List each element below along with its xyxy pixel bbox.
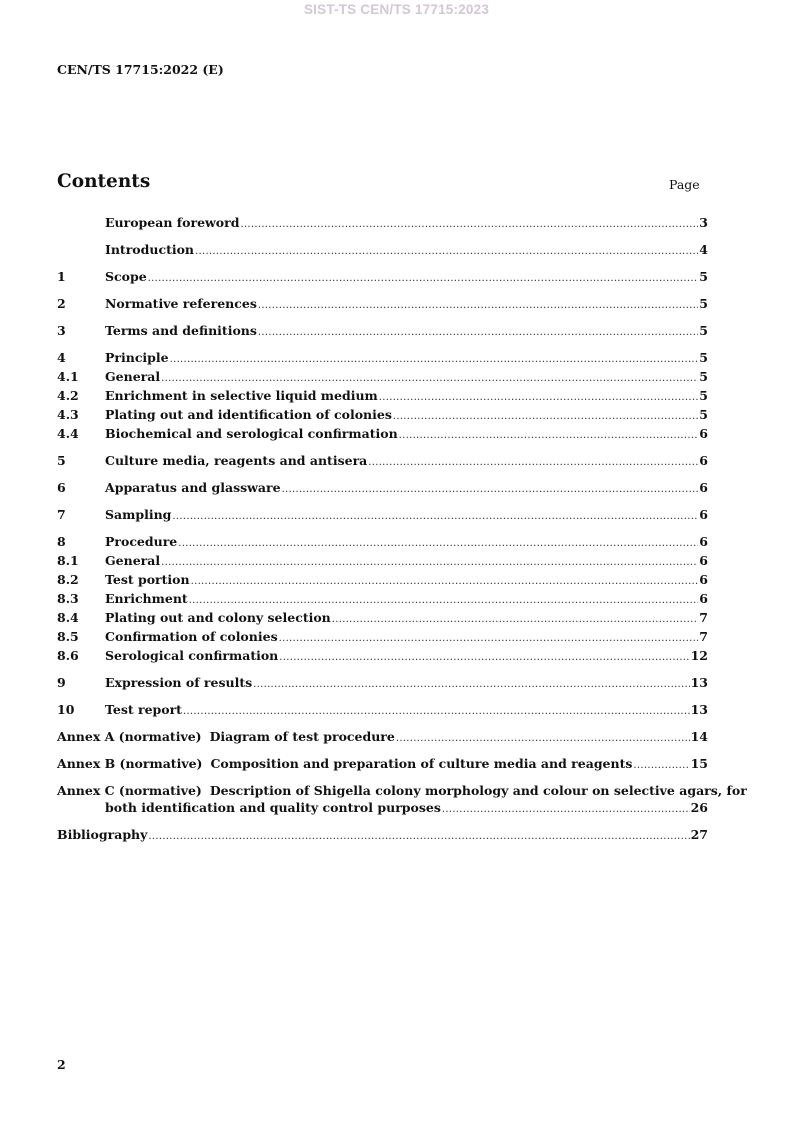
toc-leader-dots <box>195 243 698 260</box>
toc-entry-title[interactable]: Enrichment in selective liquid medium <box>105 388 378 403</box>
toc-bibliography-page: 27 <box>690 827 708 842</box>
toc-annex-group <box>57 755 708 774</box>
toc-entry-number: 5 <box>57 453 66 468</box>
toc-entry[interactable] <box>57 628 708 647</box>
document-id: CEN/TS 17715:2022 (E) <box>57 62 224 77</box>
toc-entry-page: 4 <box>699 242 708 257</box>
toc-entry[interactable] <box>57 406 708 425</box>
toc-entry[interactable] <box>57 214 708 233</box>
toc-group <box>57 268 708 287</box>
toc-annex-entry[interactable] <box>57 782 747 799</box>
toc-entry-number: 2 <box>57 296 66 311</box>
toc-entry-title[interactable]: Test portion <box>105 572 190 587</box>
toc-group <box>57 322 708 341</box>
toc-leader-dots <box>396 730 690 747</box>
toc-annex-title[interactable]: Description of Shigella colony morphology and colour on selective agars, for <box>209 783 747 798</box>
toc-annex-entry[interactable] <box>57 755 708 774</box>
toc-entry-title[interactable]: Sampling <box>105 507 172 522</box>
toc-annex-continuation[interactable] <box>57 799 708 818</box>
toc-entry-title[interactable]: Confirmation of colonies <box>105 629 278 644</box>
toc-entry-page: 5 <box>699 269 708 284</box>
toc-entry[interactable] <box>57 295 708 314</box>
toc-entry-title[interactable]: Plating out and identification of colonies <box>105 407 392 422</box>
toc-entry-number: 1 <box>57 269 66 284</box>
toc-leader-dots <box>368 454 698 471</box>
toc-group <box>57 674 708 693</box>
toc-group <box>57 452 708 471</box>
toc-entry-number: 4.4 <box>57 426 79 441</box>
toc-entry-title[interactable]: Introduction <box>105 242 195 257</box>
toc-leader-dots <box>393 408 698 425</box>
toc-entry-page: 6 <box>699 572 708 587</box>
toc-entry-page: 6 <box>699 553 708 568</box>
toc-annex-entry[interactable] <box>57 728 708 747</box>
toc-entry-number: 4 <box>57 350 66 365</box>
toc-entry-title[interactable]: Serological confirmation <box>105 648 279 663</box>
toc-entry-number: 8.5 <box>57 629 79 644</box>
toc-leader-dots <box>379 389 699 406</box>
contents-title: Contents <box>57 171 151 192</box>
toc-group <box>57 506 708 525</box>
toc-group <box>57 214 708 233</box>
toc-entry-page: 7 <box>699 610 708 625</box>
toc-entry-page: 5 <box>699 388 708 403</box>
toc-entry[interactable] <box>57 571 708 590</box>
toc-entry-page: 6 <box>699 480 708 495</box>
toc-annex-prefix: Annex B (normative) <box>57 756 203 771</box>
toc-entry[interactable] <box>57 349 708 368</box>
toc-leader-dots <box>282 481 699 498</box>
toc-entry-title[interactable]: Test report <box>105 702 182 717</box>
toc-entry-title[interactable]: General <box>105 369 161 384</box>
toc-entry[interactable] <box>57 533 708 552</box>
toc-leader-dots <box>191 573 699 590</box>
toc-entry-page: 6 <box>699 453 708 468</box>
toc-leader-dots <box>183 703 690 720</box>
toc-entry-page: 6 <box>699 426 708 441</box>
toc-bibliography-title[interactable]: Bibliography <box>57 827 148 842</box>
toc-entry-number: 6 <box>57 480 66 495</box>
toc-entry-title[interactable]: Terms and definitions <box>105 323 257 338</box>
toc-entry-title[interactable]: Normative references <box>105 296 257 311</box>
toc-annex-title-continued[interactable]: both identification and quality control purposes <box>105 800 441 815</box>
toc-entry-number: 8 <box>57 534 66 549</box>
toc-entry[interactable] <box>57 322 708 341</box>
toc-entry[interactable] <box>57 701 708 720</box>
toc-entry-page: 12 <box>690 648 708 663</box>
toc-annex-page: 26 <box>690 800 708 815</box>
toc-entry[interactable] <box>57 452 708 471</box>
toc-leader-dots <box>170 351 699 368</box>
toc-leader-dots <box>633 757 689 774</box>
toc-leader-dots <box>332 611 699 628</box>
toc-annex-prefix: Annex A (normative) <box>57 729 202 744</box>
toc-entry-title[interactable]: Scope <box>105 269 147 284</box>
toc-entry-number: 4.3 <box>57 407 79 422</box>
toc-entry-number: 4.2 <box>57 388 79 403</box>
toc-group <box>57 479 708 498</box>
page-column-label: Page <box>669 177 700 192</box>
toc-entry-page: 6 <box>699 591 708 606</box>
toc-entry-title[interactable]: General <box>105 553 161 568</box>
toc-entry-number: 8.6 <box>57 648 79 663</box>
toc-entry-number: 10 <box>57 702 75 717</box>
toc-annex-group <box>57 782 747 818</box>
toc-annex-group <box>57 728 708 747</box>
toc-annex-page: 14 <box>690 729 708 744</box>
toc-leader-dots <box>240 216 698 233</box>
toc-leader-dots <box>148 828 689 845</box>
toc-entry-title[interactable]: Plating out and colony selection <box>105 610 331 625</box>
toc-annex-page: 15 <box>690 756 708 771</box>
toc-entry-page: 6 <box>699 534 708 549</box>
page-number: 2 <box>57 1057 66 1072</box>
watermark: SIST-TS CEN/TS 17715:2023 <box>303 2 490 17</box>
toc-entry-page: 7 <box>699 629 708 644</box>
toc-entry-page: 6 <box>699 507 708 522</box>
toc-entry-number: 9 <box>57 675 66 690</box>
toc-entry[interactable] <box>57 241 708 260</box>
toc-leader-dots <box>399 427 699 444</box>
toc-entry-number: 3 <box>57 323 66 338</box>
toc-entry-page: 5 <box>699 323 708 338</box>
toc-group <box>57 295 708 314</box>
toc-entry-page: 3 <box>699 215 708 230</box>
toc-group <box>57 349 708 444</box>
toc-entry[interactable] <box>57 590 708 609</box>
toc-entry[interactable] <box>57 479 708 498</box>
toc-entry-page: 5 <box>699 350 708 365</box>
toc-leader-dots <box>161 554 698 571</box>
toc-entry-number: 8.4 <box>57 610 79 625</box>
toc-entry-page: 5 <box>699 407 708 422</box>
toc-bibliography-entry[interactable] <box>57 826 708 845</box>
toc-entry[interactable] <box>57 647 708 666</box>
toc-annex-title[interactable]: Diagram of test procedure <box>209 729 395 744</box>
toc-group <box>57 533 708 666</box>
toc-entry-page: 5 <box>699 369 708 384</box>
toc-entry-title[interactable]: European foreword <box>105 215 240 230</box>
toc-entry-number: 8.2 <box>57 572 79 587</box>
toc-entry-title[interactable]: Expression of results <box>105 675 253 690</box>
toc-entry[interactable] <box>57 506 708 525</box>
toc-leader-dots <box>442 801 690 818</box>
toc-leader-dots <box>258 297 698 314</box>
toc-entry-page: 5 <box>699 296 708 311</box>
toc-annex-title[interactable]: Composition and preparation of culture media and reagents <box>210 756 633 771</box>
toc-entry[interactable] <box>57 552 708 571</box>
toc-leader-dots <box>172 508 698 525</box>
toc-entry-title[interactable]: Apparatus and glassware <box>105 480 281 495</box>
toc-entry[interactable] <box>57 387 708 406</box>
toc-leader-dots <box>161 370 698 387</box>
toc-leader-dots <box>189 592 699 609</box>
toc-entry-title[interactable]: Biochemical and serological confirmation <box>105 426 398 441</box>
toc-entry-title[interactable]: Culture media, reagents and antisera <box>105 453 368 468</box>
toc-leader-dots <box>258 324 698 341</box>
toc-entry[interactable] <box>57 609 708 628</box>
toc-group <box>57 701 708 720</box>
toc-bibliography-group <box>57 826 708 845</box>
toc-leader-dots <box>148 270 699 287</box>
toc-entry[interactable] <box>57 268 708 287</box>
toc-annex-prefix: Annex C (normative) <box>57 783 202 798</box>
table-of-contents <box>57 214 747 853</box>
toc-leader-dots <box>253 676 689 693</box>
toc-leader-dots <box>279 630 699 647</box>
toc-entry-number: 8.3 <box>57 591 79 606</box>
toc-entry-number: 7 <box>57 507 66 522</box>
toc-entry[interactable] <box>57 425 708 444</box>
toc-entry-title[interactable]: Procedure <box>105 534 178 549</box>
toc-entry-number: 8.1 <box>57 553 79 568</box>
toc-leader-dots <box>279 649 689 666</box>
toc-entry-number: 4.1 <box>57 369 79 384</box>
toc-entry-page: 13 <box>690 702 708 717</box>
toc-entry-title[interactable]: Enrichment <box>105 591 188 606</box>
toc-entry[interactable] <box>57 674 708 693</box>
toc-entry-page: 13 <box>690 675 708 690</box>
toc-entry-title[interactable]: Principle <box>105 350 169 365</box>
toc-group <box>57 241 708 260</box>
toc-leader-dots <box>178 535 698 552</box>
toc-entry[interactable] <box>57 368 708 387</box>
